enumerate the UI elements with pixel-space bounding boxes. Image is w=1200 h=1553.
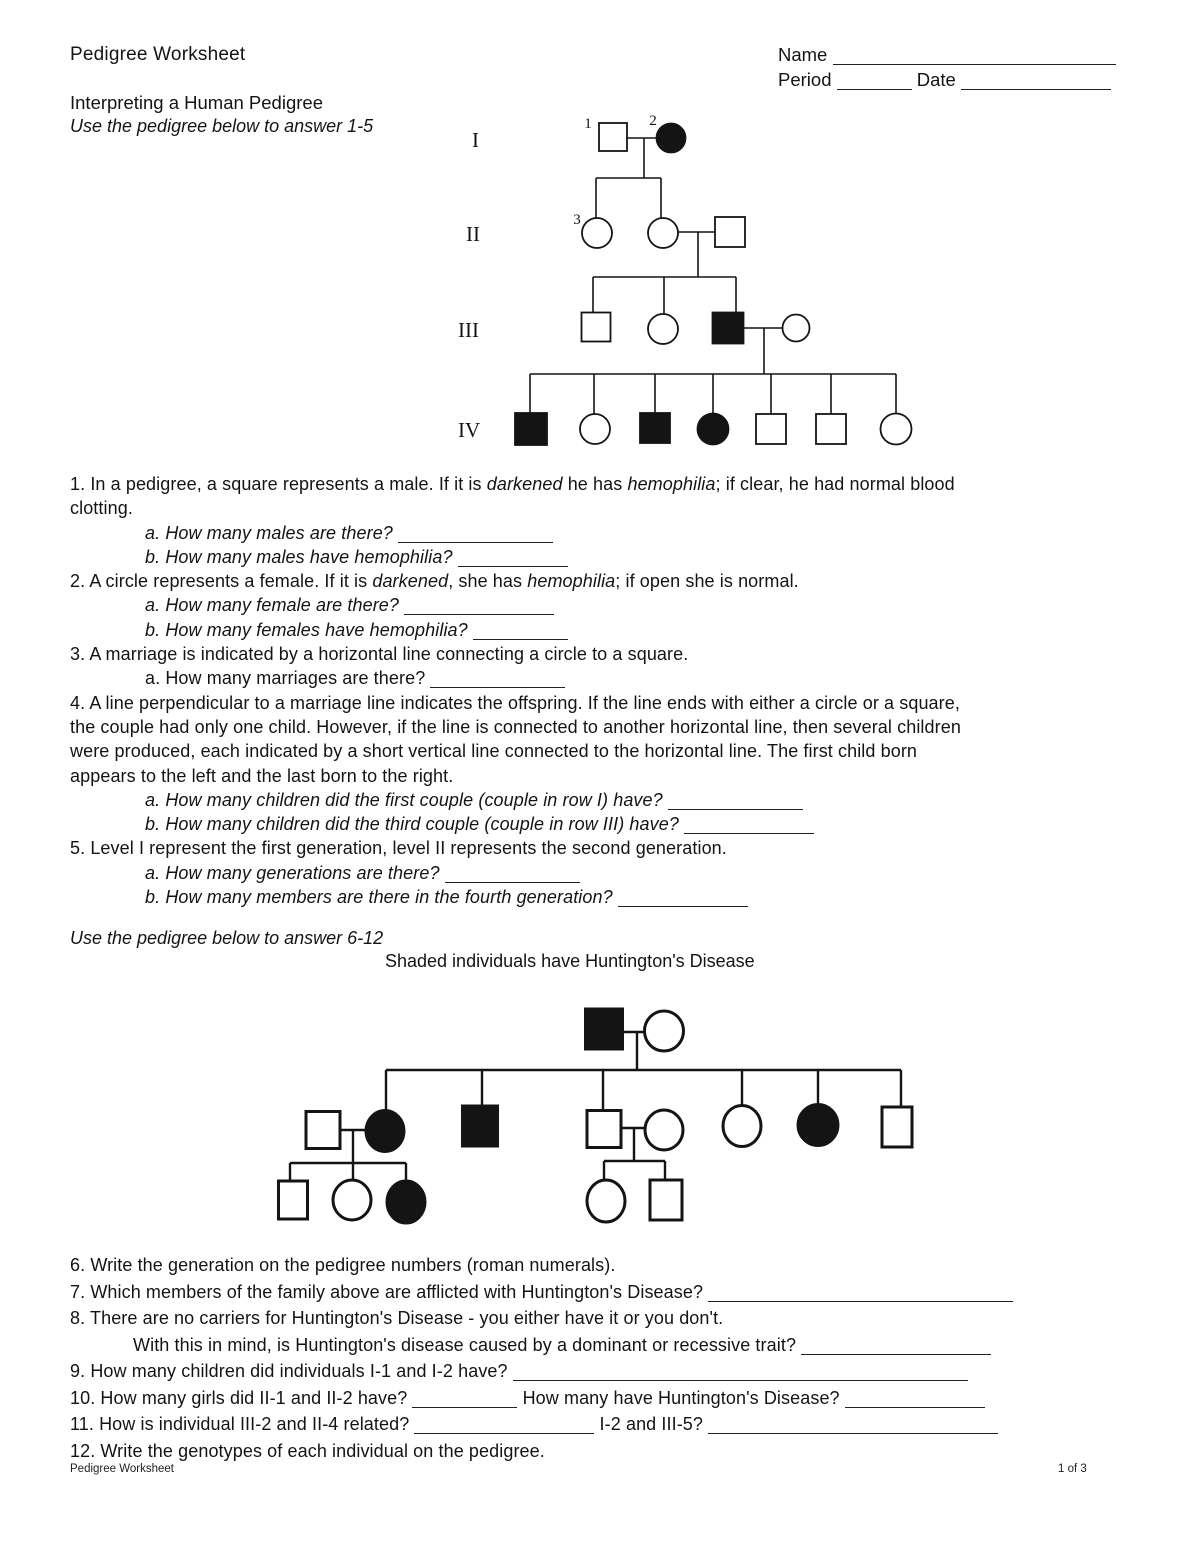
individual-II-8	[882, 1107, 912, 1147]
question-line	[70, 521, 961, 545]
question-line	[70, 642, 961, 666]
question-line	[70, 1438, 1013, 1465]
question-line	[70, 496, 961, 520]
individual-number-2: 2	[649, 113, 657, 129]
answer-blank	[684, 818, 814, 834]
answer-blank	[458, 551, 568, 567]
period-date-row	[778, 69, 1111, 91]
generation-label-III: III	[458, 318, 479, 342]
question-line	[70, 1305, 1013, 1332]
shaded-note: Shaded individuals have Huntington's Disease	[385, 951, 755, 971]
question-line	[70, 1358, 1013, 1385]
answer-blank	[414, 1418, 594, 1434]
question-text: a. How many children did the first couple (couple in row I) have?	[145, 789, 668, 810]
question-text: 5. Level I represent the first generation, level II represents the second generation.	[70, 838, 727, 859]
question-text: ; if open she is normal.	[615, 571, 799, 592]
individual-number-1: 1	[584, 116, 592, 132]
question-line	[70, 1411, 1013, 1438]
question-text: b. How many females have hemophilia?	[145, 619, 473, 640]
individual-III-4	[783, 315, 810, 342]
individual-II-4	[648, 218, 678, 248]
question-text: b. How many males have hemophilia?	[145, 546, 458, 567]
question-text: darkened	[486, 474, 563, 494]
generation-label-I: I	[472, 128, 479, 152]
pedigree-diagram-1	[440, 95, 920, 455]
individual-III-4	[587, 1180, 625, 1222]
answer-blank	[445, 867, 580, 883]
individual-number-3: 3	[573, 212, 581, 228]
individual-II-1	[306, 1112, 340, 1149]
question-line	[70, 691, 961, 715]
question-line	[70, 593, 961, 617]
question-text: he has	[562, 474, 628, 494]
question-line	[70, 788, 961, 812]
answer-blank	[473, 624, 568, 640]
answer-blank	[668, 794, 803, 810]
individual-III-1	[279, 1181, 308, 1219]
answer-blank	[412, 1392, 517, 1408]
generation-label-IV: IV	[458, 418, 481, 442]
question-line	[70, 569, 961, 593]
footer-left: Pedigree Worksheet	[70, 1463, 174, 1475]
individual-III-2	[333, 1180, 371, 1220]
question-text: , she has	[448, 571, 528, 592]
period-blank	[837, 74, 912, 90]
footer-page-number: 1 of 3	[1058, 1463, 1087, 1475]
individual-II-4	[587, 1111, 621, 1148]
question-line	[70, 812, 961, 836]
name-label: Name	[778, 44, 828, 65]
individual-II-3-affected	[463, 1106, 498, 1146]
question-text: I-2 and III-5?	[594, 1414, 709, 1434]
answer-blank	[801, 1339, 991, 1355]
question-line	[70, 618, 961, 642]
section1-instruction: Use the pedigree below to answer 1-5	[70, 116, 374, 136]
answer-blank	[708, 1286, 1013, 1302]
individual-IV-4-affected	[698, 414, 729, 445]
question-line	[70, 1279, 1013, 1306]
question-line	[70, 836, 961, 860]
individual-II-3	[582, 218, 612, 248]
question-text: 12. Write the genotypes of each individual on the pedigree.	[70, 1440, 545, 1461]
question-line	[70, 1252, 1013, 1279]
name-blank	[833, 49, 1116, 65]
date-label: Date	[916, 69, 961, 90]
individual-I-1	[599, 123, 627, 151]
section2-instruction: Use the pedigree below to answer 6-12	[70, 928, 384, 948]
section1-heading: Interpreting a Human Pedigree	[70, 92, 323, 113]
questions-1-5	[70, 472, 961, 909]
question-text: darkened	[372, 571, 449, 592]
individual-II-2-affected	[366, 1111, 404, 1152]
question-text: 4. A line perpendicular to a marriage line indicates the offspring. If the line ends with either a circle or a square,	[70, 692, 960, 713]
name-row	[778, 44, 1116, 66]
pedigree-diagram-2	[270, 1000, 920, 1235]
answer-blank	[845, 1392, 985, 1408]
question-text: a. How many female are there?	[145, 595, 405, 616]
question-line	[70, 739, 961, 763]
question-text: 1. In a pedigree, a square represents a male. If it is	[70, 474, 487, 494]
question-text: 3. A marriage is indicated by a horizontal line connecting a circle to a square.	[70, 644, 689, 665]
question-text: hemophilia	[527, 571, 616, 592]
individual-I-1-affected	[586, 1009, 623, 1049]
individual-III-5	[650, 1180, 682, 1220]
question-text: 2. A circle represents a female. If it is	[70, 571, 373, 592]
question-line	[70, 545, 961, 569]
question-line	[70, 666, 961, 690]
individual-IV-7	[881, 414, 912, 445]
answer-blank	[404, 599, 554, 615]
individual-IV-2	[580, 414, 610, 444]
question-text: a. How many generations are there?	[145, 862, 445, 883]
question-text: b. How many children did the third couple (couple in row III) have?	[145, 814, 685, 835]
date-blank	[961, 74, 1111, 90]
question-text: appears to the left and the last born to the right.	[70, 765, 454, 786]
individual-IV-5	[756, 414, 786, 444]
question-line	[70, 764, 961, 788]
individual-III-3-affected	[387, 1181, 425, 1223]
question-text: were produced, each indicated by a short vertical line connected to the horizontal line. The first child born	[70, 741, 918, 762]
page-title: Pedigree Worksheet	[70, 44, 246, 65]
answer-blank	[513, 1365, 968, 1381]
question-text: a. How many marriages are there?	[145, 668, 431, 689]
individual-II-5	[715, 217, 745, 247]
question-line	[70, 861, 961, 885]
question-text: 11. How is individual III-2 and II-4 related?	[70, 1414, 415, 1434]
question-text: How many have Huntington's Disease?	[517, 1387, 845, 1408]
question-line	[70, 885, 961, 909]
question-text: 10. How many girls did II-1 and II-2 have?	[70, 1387, 413, 1408]
individual-III-3-affected	[713, 313, 744, 344]
period-label: Period	[778, 69, 832, 90]
question-text: clotting.	[70, 498, 133, 519]
question-text: 9. How many children did individuals I-1 and I-2 have?	[70, 1361, 513, 1381]
question-line	[70, 715, 961, 739]
individual-II-5	[645, 1110, 683, 1150]
question-text: ; if clear, he had normal blood	[715, 474, 955, 494]
individual-I-2	[645, 1011, 684, 1051]
individual-IV-3-affected	[640, 413, 670, 443]
question-text: 6. Write the generation on the pedigree numbers (roman numerals).	[70, 1255, 616, 1275]
question-text: 8. There are no carriers for Huntington's Disease - you either have it or you don't.	[70, 1308, 724, 1328]
individual-IV-1-affected	[515, 413, 547, 445]
question-text: b. How many members are there in the fourth generation?	[145, 887, 618, 908]
question-line	[70, 1385, 1013, 1412]
individual-II-6	[723, 1106, 761, 1147]
individual-I-2-affected	[657, 124, 686, 153]
questions-6-12	[70, 1252, 1013, 1464]
individual-IV-6	[816, 414, 846, 444]
question-text: hemophilia	[627, 474, 716, 494]
individual-III-1	[582, 313, 611, 342]
individual-III-2	[648, 314, 678, 344]
question-text: With this in mind, is Huntington's disease caused by a dominant or recessive trait?	[133, 1334, 802, 1355]
question-line	[70, 1332, 1013, 1359]
generation-label-II: II	[466, 222, 480, 246]
answer-blank	[398, 527, 553, 543]
question-text: the couple had only one child. However, if the line is connected to another horizontal line, then several children	[70, 716, 961, 737]
answer-blank	[618, 891, 748, 907]
individual-II-7-affected	[798, 1105, 838, 1146]
question-line	[70, 472, 961, 496]
answer-blank	[430, 672, 565, 688]
answer-blank	[708, 1418, 998, 1434]
question-text: a. How many males are there?	[145, 522, 399, 543]
question-text: 7. Which members of the family above are afflicted with Huntington's Disease?	[70, 1281, 709, 1302]
